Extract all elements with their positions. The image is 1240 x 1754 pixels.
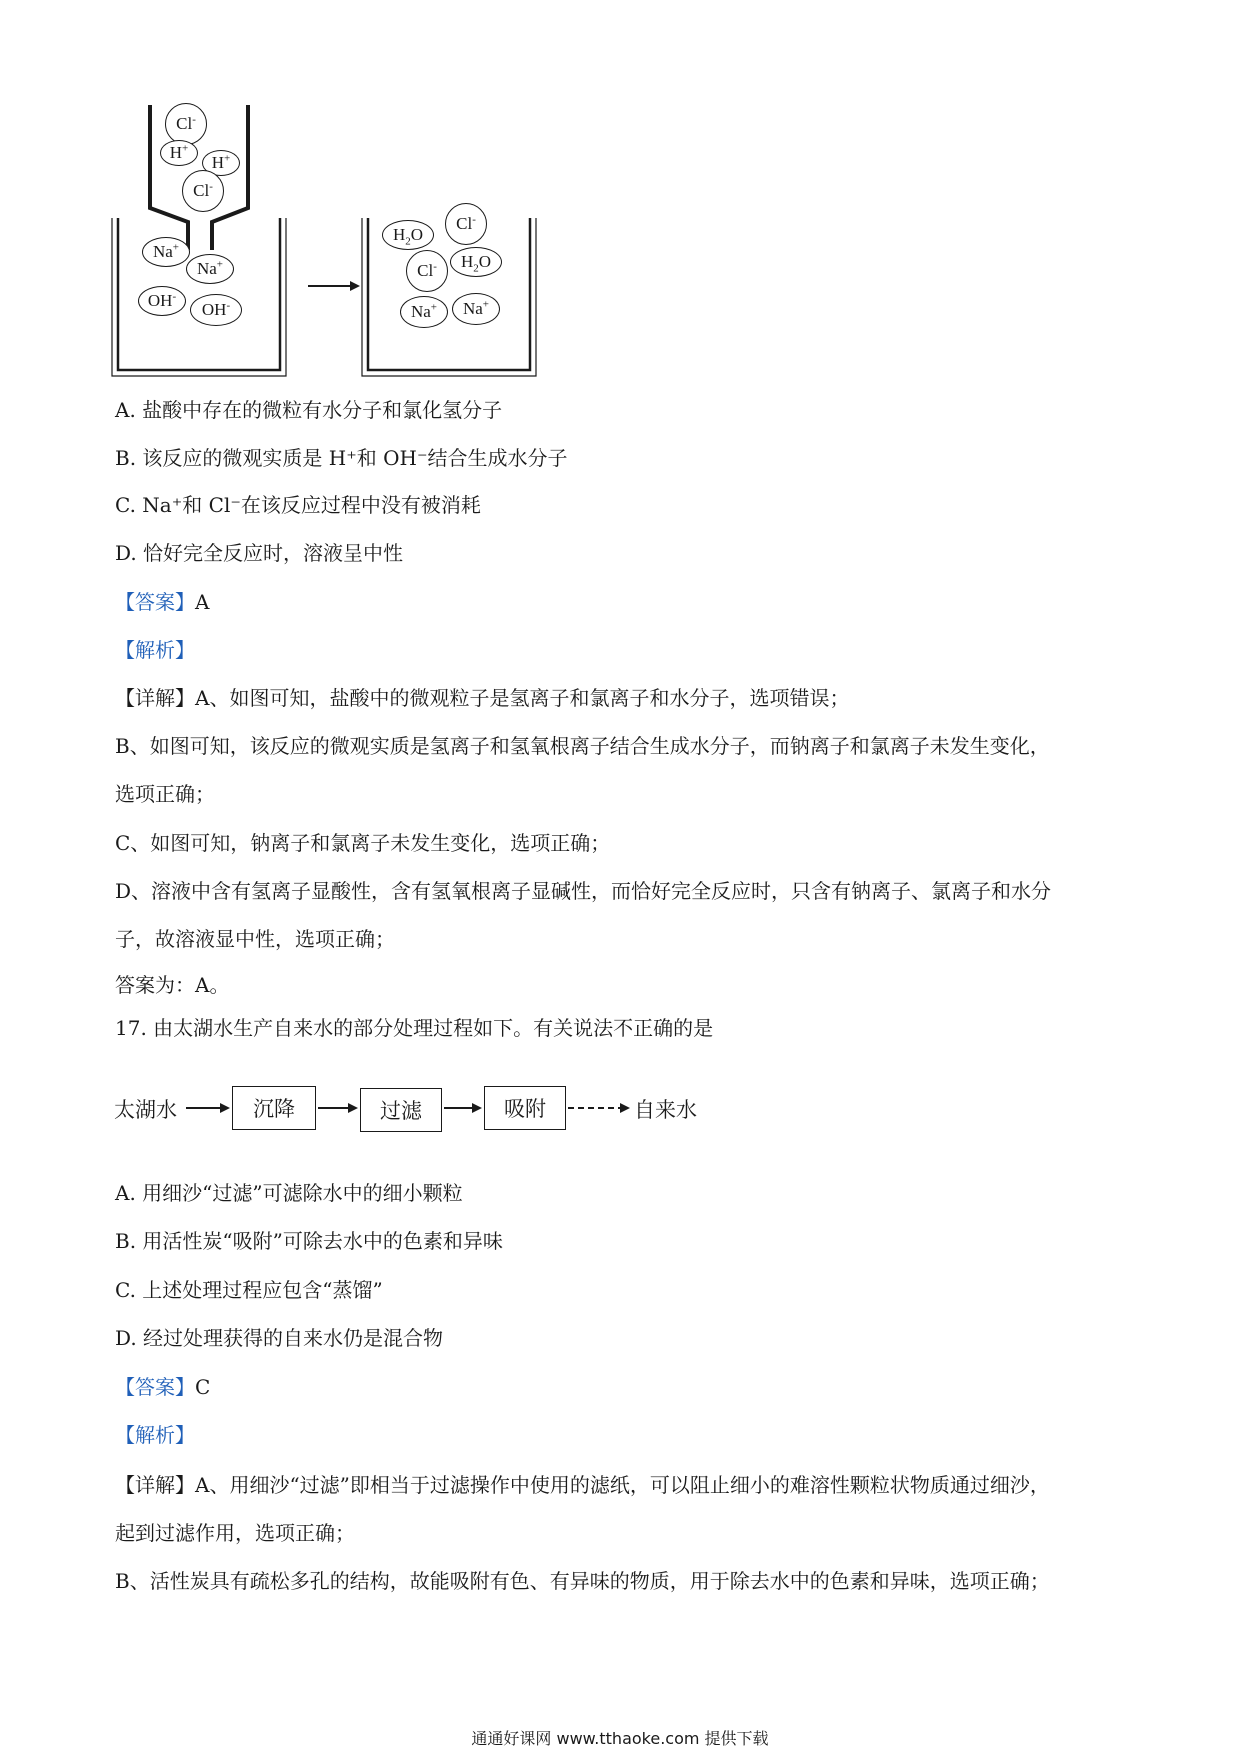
ion-label: Na+: [196, 258, 224, 278]
q17-detail-line: [115, 1471, 1050, 1499]
ion-label: Cl-: [417, 260, 437, 280]
neutralization-diagram: [110, 100, 550, 380]
flow-step-filtration: [360, 1088, 442, 1132]
left-ion-oh: [138, 286, 186, 316]
flow-end: 自来水: [634, 1098, 697, 1122]
answer-value: A: [195, 590, 210, 614]
right-ion-h2o: [450, 247, 502, 277]
q17-option-a: A. 用细沙“过滤”可滤除水中的细小颗粒: [115, 1181, 463, 1205]
q16-detail-line: [115, 684, 849, 712]
q16-detail-line: C、如图可知，钠离子和氯离子未发生变化，选项正确；: [115, 831, 611, 855]
detail-tag: 【详解】: [115, 686, 195, 710]
left-ion-oh: [190, 294, 242, 326]
q16-detail-line: 答案为：A。: [115, 973, 230, 997]
left-ion-na: [186, 254, 234, 284]
ion-label: Cl-: [456, 213, 476, 233]
detail-tag: 【详解】: [115, 1473, 195, 1497]
q16-detail-line: 子，故溶液显中性，选项正确；: [115, 927, 395, 951]
q16-option-a: A. 盐酸中存在的微粒有水分子和氯化氢分子: [115, 398, 503, 422]
right-ion-cl: [445, 203, 487, 245]
q16-option-c: C. Na⁺和 Cl⁻在该反应过程中没有被消耗: [115, 493, 481, 517]
ion-label: H+: [211, 152, 231, 172]
q17-detail-line: B、活性炭具有疏松多孔的结构，故能吸附有色、有异味的物质，用于除去水中的色素和异味，选项正确；: [115, 1569, 1050, 1593]
answer-tag: 【答案】: [115, 1375, 195, 1399]
right-ion-cl: [406, 250, 448, 292]
water-treatment-flow: [110, 1080, 770, 1140]
q16-answer: [115, 588, 209, 616]
ion-label: H+: [169, 142, 189, 162]
flow-step-settling: [232, 1086, 316, 1130]
q17-answer: [115, 1373, 210, 1401]
q16-analysis-tag: 【解析】: [115, 638, 195, 662]
ion-label: Na+: [462, 298, 490, 318]
dropper-ion-cl: [182, 170, 224, 212]
q17-analysis-tag: 【解析】: [115, 1423, 195, 1447]
q16-detail-line: B、如图可知，该反应的微观实质是氢离子和氢氧根离子结合生成水分子，而钠离子和氯离子未发生变化，: [115, 734, 1050, 758]
flow-step-label: 过滤: [380, 1099, 422, 1123]
detail-text: A、如图可知，盐酸中的微观粒子是氢离子和氯离子和水分子，选项错误；: [195, 686, 850, 710]
ion-label: $H_2O$: [460, 252, 492, 275]
left-ion-na: [142, 237, 190, 267]
answer-value: C: [195, 1375, 211, 1399]
ion-label: Cl-: [193, 180, 213, 200]
q17-option-b: B. 用活性炭“吸附”可除去水中的色素和异味: [115, 1229, 503, 1253]
ion-label: OH-: [201, 299, 231, 319]
flow-step-label: 沉降: [253, 1097, 295, 1121]
detail-text: A、用细沙“过滤”即相当于过滤操作中使用的滤纸，可以阻止细小的难溶性颗粒状物质通过细沙，: [195, 1473, 1050, 1497]
right-ion-na: [400, 296, 448, 328]
q16-detail-line: 选项正确；: [115, 782, 215, 806]
page-footer: 通通好课网 www.tthaoke.com 提供下载: [471, 1729, 769, 1748]
ion-label: OH-: [147, 290, 177, 310]
ion-label: Na+: [152, 241, 180, 261]
q16-option-b: B. 该反应的微观实质是 H⁺和 OH⁻结合生成水分子: [115, 446, 568, 470]
right-ion-h2o: [382, 220, 434, 250]
q16-detail-line: D、溶液中含有氢离子显酸性，含有氢氧根离子显碱性，而恰好完全反应时，只含有钠离子、氯离子和水分: [115, 879, 1052, 903]
q16-option-d: D. 恰好完全反应时，溶液呈中性: [115, 541, 404, 565]
ion-label: $H_2O$: [392, 225, 424, 248]
ion-label: Cl-: [176, 113, 196, 133]
flow-step-adsorption: [484, 1086, 566, 1130]
flow-start: 太湖水: [114, 1098, 177, 1122]
flow-step-label: 吸附: [504, 1097, 546, 1121]
right-ion-na: [452, 293, 500, 325]
q17-stem: 17. 由太湖水生产自来水的部分处理过程如下。有关说法不正确的是: [115, 1016, 714, 1040]
ion-label: Na+: [410, 301, 438, 321]
q17-detail-line: 起到过滤作用，选项正确；: [115, 1521, 355, 1545]
q17-option-c: C. 上述处理过程应包含“蒸馏”: [115, 1278, 383, 1302]
dropper-ion-h: [160, 140, 198, 166]
answer-tag: 【答案】: [115, 590, 195, 614]
dropper-ion-cl: [165, 103, 207, 145]
q17-option-d: D. 经过处理获得的自来水仍是混合物: [115, 1326, 444, 1350]
